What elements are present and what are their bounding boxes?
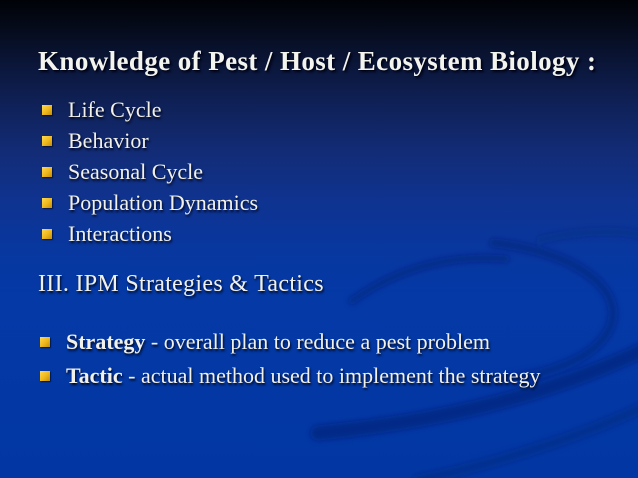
bullet-square-icon [40, 371, 50, 381]
section-heading: III. IPM Strategies & Tactics [38, 271, 324, 297]
bullet-square-icon [42, 198, 52, 208]
definition-text: - overall plan to reduce a pest problem [145, 329, 490, 354]
bullet-label: Population Dynamics [68, 190, 259, 215]
bullet-square-icon [42, 167, 52, 177]
bullet-list [38, 94, 614, 249]
bullet-label: Behavior [68, 128, 149, 153]
bullet-square-icon [42, 229, 52, 239]
bullet-label: Seasonal Cycle [68, 159, 204, 184]
bullet-square-icon [42, 136, 52, 146]
bullet-item [42, 218, 614, 249]
definition-term: Tactic [66, 363, 123, 388]
bullet-item [42, 187, 614, 218]
bullet-label: Life Cycle [68, 97, 162, 122]
definition-list [38, 325, 614, 393]
definition-term: Strategy [66, 329, 146, 354]
bullet-item [42, 125, 614, 156]
bullet-item [42, 94, 614, 125]
definition-item [40, 359, 614, 393]
definition-text: - actual method used to implement the strategy [122, 363, 541, 388]
bullet-item [42, 156, 614, 187]
bullet-square-icon [40, 337, 50, 347]
bullet-square-icon [42, 105, 52, 115]
slide-title: Knowledge of Pest / Host / Ecosystem Biology : [38, 46, 597, 76]
bullet-label: Interactions [68, 221, 172, 246]
definition-item [40, 325, 614, 359]
